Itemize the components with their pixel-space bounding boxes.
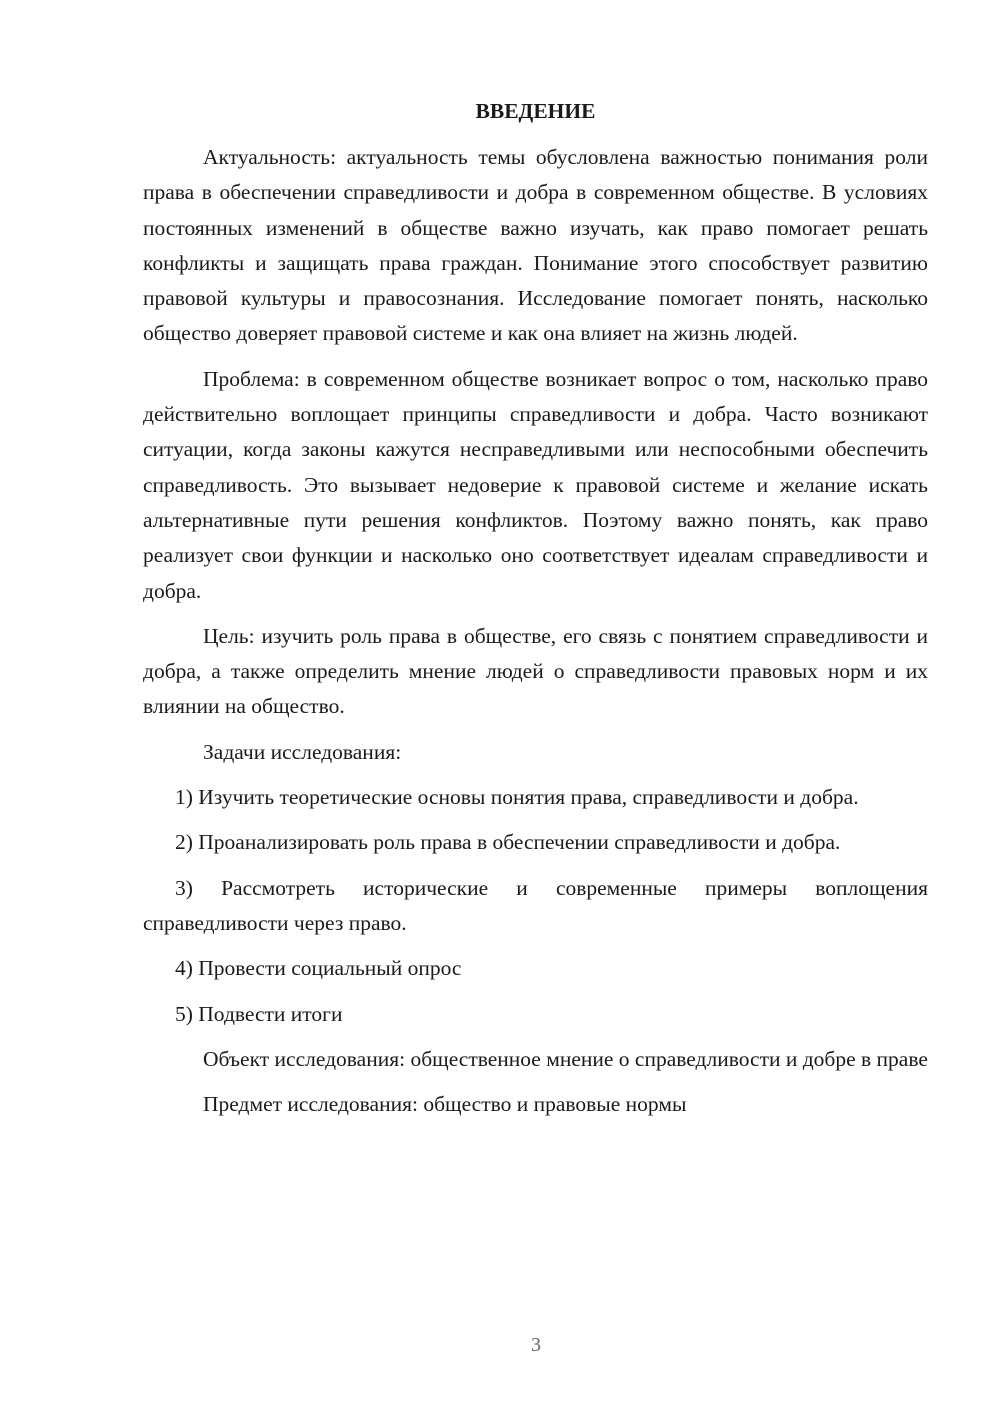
paragraph-problem: Проблема: в современном обществе возникает вопрос о том, насколько право действительно воплощает принципы справедливости и добра. Часто возникают ситуации, когда законы кажутся несправедливыми или неспособными обеспечить справедливость. Это вызывает недоверие к правовой системе и желание искать альтернативные пути решения конфликтов. Поэтому важно понять, как право реализует свои функции и насколько оно соответствует идеалам справедливости и добра.	[143, 366, 928, 603]
task-item-4: 4) Провести социальный опрос	[175, 956, 462, 981]
paragraph-object: Объект исследования: общественное мнение о справедливости и добре в праве	[203, 1046, 928, 1071]
paragraph-goal: Цель: изучить роль права в обществе, его связь с понятием справедливости и добра, а также определить мнение людей о справедливости правовых норм и их влиянии на общество.	[143, 623, 928, 719]
task-item-5: 5) Подвести итоги	[175, 1001, 343, 1026]
task-item-1: 1) Изучить теоретические основы понятия права, справедливости и добра.	[175, 785, 859, 810]
task-item-3: 3) Рассмотреть исторические и современные примеры воплощения справедливости через право.	[143, 875, 928, 935]
page-number: 3	[531, 1334, 541, 1356]
paragraph-relevance: Актуальность: актуальность темы обусловлена важностью понимания роли права в обеспечении справедливости и добра в современном обществе. В условиях постоянных изменений в обществе важно изучать, как право помогает решать конфликты и защищать права граждан. Понимание этого способствует развитию правовой культуры и правосознания. Исследование помогает понять, насколько общество доверяет правовой системе и как она влияет на жизнь людей.	[143, 145, 928, 346]
tasks-heading: Задачи исследования:	[203, 739, 402, 764]
task-item-2: 2) Проанализировать роль права в обеспечении справедливости и добра.	[175, 830, 841, 855]
page-title: ВВЕДЕНИЕ	[475, 99, 596, 123]
paragraph-subject: Предмет исследования: общество и правовые нормы	[203, 1092, 687, 1117]
page-content	[143, 96, 928, 1132]
